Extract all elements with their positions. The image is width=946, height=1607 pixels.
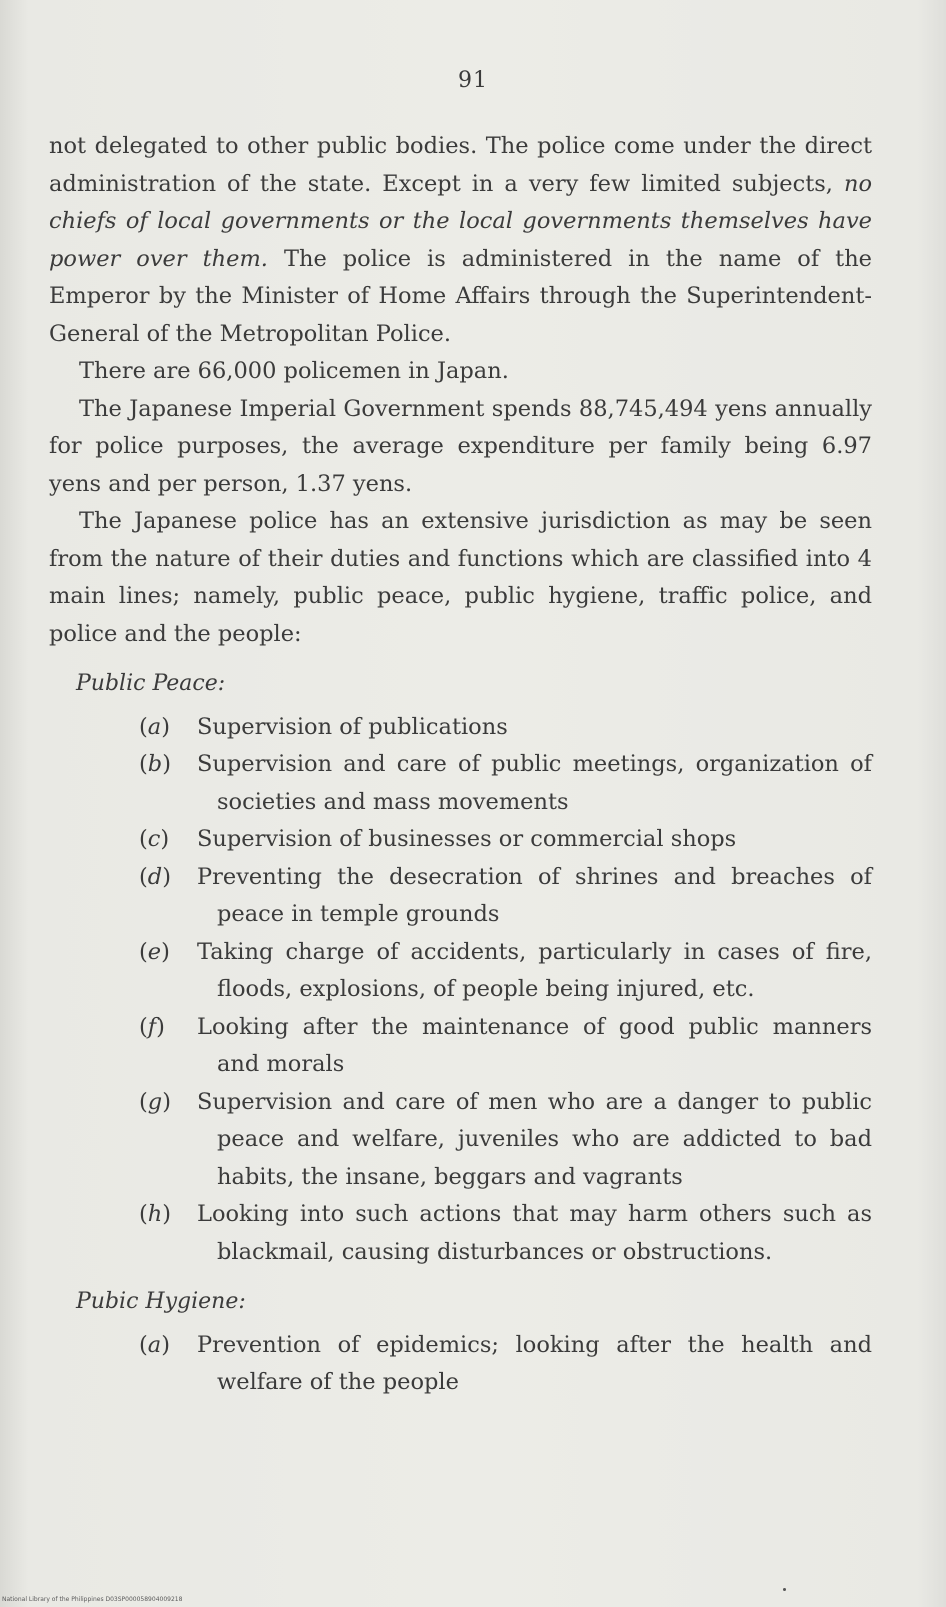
scan-credit: National Library of the Philippines D03SP000058904009218 (2, 1596, 183, 1603)
list-item (139, 746, 872, 821)
list-item-text: Supervision and care of public meetings, organization of societies and mass movements (197, 751, 872, 815)
list-item-marker: (h) (139, 1201, 172, 1227)
list-item (139, 1084, 872, 1197)
list-item-marker: (d) (139, 863, 171, 890)
scan-speck (783, 1588, 786, 1591)
list-item (139, 859, 872, 934)
list-item (139, 1327, 872, 1402)
paragraph-police-jurisdiction: The Japanese police has an extensive jurisdiction as may be seen from the nature of their duties and functions which are classified into 4 main lines; namely, public peace, public hygiene, traffic police, and police and the people: (49, 508, 872, 647)
list-item-text: Taking charge of accidents, particularly in cases of fire, floods, explosions, of people being injured, etc. (197, 938, 872, 1002)
list-item-marker: (a) (139, 713, 170, 740)
list-item (139, 934, 872, 1009)
list-item-marker: (g) (139, 1088, 171, 1115)
list-item-text: Supervision of businesses or commercial shops (197, 826, 737, 852)
page-body (49, 128, 872, 1402)
list-item-marker: (a) (139, 1331, 170, 1358)
paragraph-text: The police is administered in the name of the Emperor by the Minister of Home Affairs through the Superintendent-General of the Metropolitan Police. (49, 245, 872, 347)
list-item-text: Supervision of publications (197, 713, 508, 740)
list-item-text: Prevention of epidemics; looking after the health and welfare of the people (197, 1331, 872, 1395)
paragraph-police-count: There are 66,000 policemen in Japan. (79, 358, 509, 384)
paragraph-police-expenditure: The Japanese Imperial Government spends 88,745,494 yens annually for police purposes, the average expenditure per family being 6.97 yens and per person, 1.37 yens. (49, 395, 872, 497)
list-item-text: Preventing the desecration of shrines and breaches of peace in temple grounds (197, 863, 872, 927)
list-item-text: Looking into such actions that may harm others such as blackmail, causing disturbances or obstructions. (197, 1201, 872, 1265)
list-item-marker: (c) (139, 826, 170, 852)
page-number: 91 (458, 68, 488, 93)
list-item (139, 1009, 872, 1084)
list-item-marker: (b) (139, 751, 171, 777)
list-item-marker: (f) (139, 1013, 165, 1040)
list-item-text: Supervision and care of men who are a danger to public peace and welfare, juveniles who are addicted to bad habits, the insane, beggars and vagrants (197, 1088, 872, 1190)
section-heading-public-peace: Public Peace: (76, 671, 226, 696)
paragraph-police-administration (49, 128, 872, 353)
paragraph-text: not delegated to other public bodies. The police come under the direct administration of the state. Except in a very few limited subjects, (49, 133, 872, 197)
list-item (139, 1196, 872, 1271)
list-item-text: Looking after the maintenance of good public manners and morals (197, 1013, 872, 1077)
section-heading-public-hygiene: Pubic Hygiene: (76, 1289, 246, 1314)
paragraph-italic-emphasis: no chiefs of local governments or the local governments themselves have power over them. (49, 170, 872, 272)
list-item (139, 709, 872, 747)
list-item (139, 821, 872, 859)
list-item-marker: (e) (139, 938, 170, 965)
